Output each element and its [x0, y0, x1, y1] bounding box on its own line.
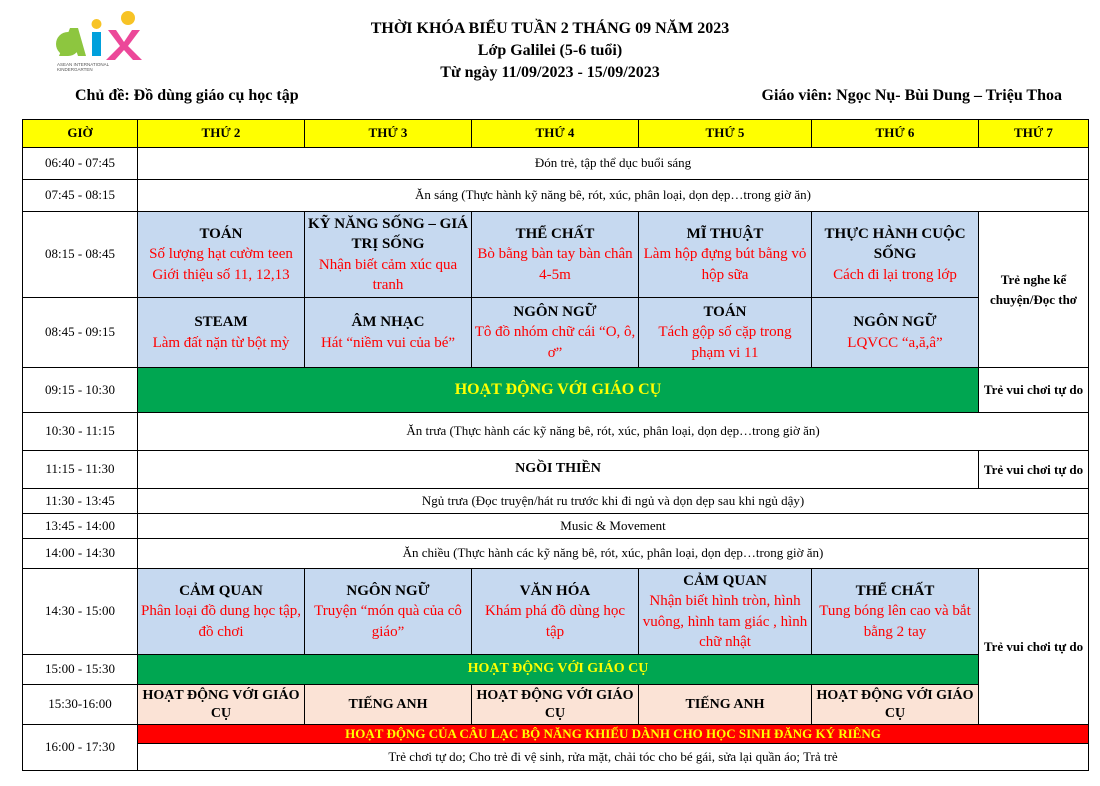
- activity-cell: TIẾNG ANH: [639, 685, 812, 725]
- col-header-wed: THỨ 4: [472, 120, 639, 148]
- activity-cell: HOẠT ĐỘNG VỚI GIÁO CỤ: [138, 685, 305, 725]
- teachers: Giáo viên: Ngọc Nụ- Bùi Dung – Triệu Thoa: [761, 87, 1062, 104]
- activity-title: CẢM QUAN: [683, 573, 767, 589]
- logo-subtitle: ASEAN INTERNATIONAL: [57, 62, 110, 67]
- table-row: [23, 298, 1089, 368]
- table-row: [23, 451, 1089, 489]
- date-line: Từ ngày 11/09/2023 - 15/09/2023: [440, 64, 660, 81]
- svg-text:KINDERGARTEN: KINDERGARTEN: [57, 67, 93, 72]
- col-header-sat: THỨ 7: [979, 120, 1089, 148]
- activity-content: Nhận biết hình tròn, hình vuông, hình tam giác , hình chữ nhật: [642, 593, 808, 650]
- header-row: [23, 120, 1089, 148]
- time-cell: 08:15 - 08:45: [23, 212, 138, 298]
- club-activity-cell: HOẠT ĐỘNG CỦA CÂU LẠC BỘ NĂNG KHIẾU DÀNH CHO HỌC SINH ĐĂNG KÝ RIÊNG: [138, 725, 1089, 744]
- activity-cell: HOẠT ĐỘNG VỚI GIÁO CỤ: [472, 685, 639, 725]
- timetable: [22, 119, 1089, 771]
- activity-cell: Đón trẻ, tập thể dục buổi sáng: [138, 148, 1089, 180]
- activity-cell: [138, 298, 305, 368]
- activity-title: KỸ NĂNG SỐNG – GIÁ TRỊ SỐNG: [307, 216, 468, 253]
- activity-title: THỂ CHẤT: [515, 226, 595, 243]
- activity-content: Bò bằng bàn tay bàn chân 4-5m: [477, 246, 633, 283]
- time-cell: 09:15 - 10:30: [23, 368, 138, 413]
- activity-content: Tô đồ nhóm chữ cái “O, ô, ơ”: [474, 324, 636, 361]
- time-cell: 15:00 - 15:30: [23, 655, 138, 685]
- activity-cell: [305, 298, 472, 368]
- activity-title: THỂ CHẤT: [855, 583, 935, 600]
- table-row: [23, 413, 1089, 451]
- time-cell: 14:00 - 14:30: [23, 539, 138, 569]
- activity-cell: [305, 212, 472, 298]
- activity-title: THỰC HÀNH CUỘC SỐNG: [824, 226, 966, 263]
- class-line: Lớp Galilei (5-6 tuổi): [477, 42, 623, 59]
- activity-cell: [305, 569, 472, 655]
- activity-content: Làm hộp đựng bút bằng vỏ hộp sữa: [643, 246, 807, 283]
- time-cell: 11:30 - 13:45: [23, 489, 138, 514]
- activity-cell: Ngủ trưa (Đọc truyện/hát ru trước khi đi ngủ và dọn dẹp sau khi ngủ dậy): [138, 489, 1089, 514]
- table-row: [23, 655, 1089, 685]
- time-cell: 13:45 - 14:00: [23, 514, 138, 539]
- col-header-tue: THỨ 3: [305, 120, 472, 148]
- table-row: [23, 180, 1089, 212]
- topic: Chủ đề: Đồ dùng giáo cụ học tập: [75, 87, 299, 104]
- activity-title: VĂN HÓA: [519, 583, 591, 600]
- activity-cell: [639, 212, 812, 298]
- activity-cell: [812, 569, 979, 655]
- saturday-cell: Trẻ vui chơi tự do: [979, 569, 1089, 725]
- table-row: [23, 514, 1089, 539]
- activity-cell: [639, 569, 812, 655]
- time-cell: 10:30 - 11:15: [23, 413, 138, 451]
- activity-content: Nhận biết cảm xúc qua tranh: [318, 256, 458, 293]
- activity-content: Số lượng hạt cườm teen Giới thiệu số 11, 12,13: [149, 246, 293, 283]
- col-header-mon: THỨ 2: [138, 120, 305, 148]
- col-header-time: GIỜ: [23, 120, 138, 148]
- activity-content: Tách gộp số cặp trong phạm vi 11: [658, 324, 792, 361]
- time-cell: 11:15 - 11:30: [23, 451, 138, 489]
- saturday-cell: Trẻ vui chơi tự do: [979, 451, 1089, 489]
- activity-cell: [472, 569, 639, 655]
- activity-content: Hát “niềm vui của bé”: [320, 334, 456, 351]
- activity-title: CẢM QUAN: [179, 583, 263, 600]
- activity-content: Truyện “món quà của cô giáo”: [314, 603, 462, 640]
- activity-content: Làm đất nặn từ bột mỳ: [152, 334, 290, 351]
- activity-content: Khám phá đồ dùng học tập: [485, 603, 625, 640]
- table-row: [23, 539, 1089, 569]
- activity-title: TOÁN: [199, 226, 243, 243]
- activity-cell: [138, 569, 305, 655]
- time-cell: 14:30 - 15:00: [23, 569, 138, 655]
- time-cell: 16:00 - 17:30: [23, 725, 138, 771]
- activity-title: NGÔN NGỮ: [513, 304, 597, 321]
- activity-title: NGÔN NGỮ: [346, 583, 430, 600]
- schedule-title: THỜI KHÓA BIỂU TUẦN 2 THÁNG 09 NĂM 2023: [370, 20, 730, 37]
- activity-cell: [138, 212, 305, 298]
- table-row: [23, 368, 1089, 413]
- saturday-cell: Trẻ nghe kể chuyện/Đọc thơ: [979, 212, 1089, 368]
- activity-cell: Trẻ chơi tự do; Cho trẻ đi vệ sinh, rửa mặt, chải tóc cho bé gái, sửa lại quần áo; Trả trẻ: [138, 744, 1089, 771]
- time-cell: 07:45 - 08:15: [23, 180, 138, 212]
- activity-cell: Music & Movement: [138, 514, 1089, 539]
- activity-content: Phân loại đồ dung học tập, đồ chơi: [141, 603, 301, 640]
- activity-cell: [639, 298, 812, 368]
- table-row: [23, 212, 1089, 298]
- activity-cell: HOẠT ĐỘNG VỚI GIÁO CỤ: [138, 655, 979, 685]
- table-row: [23, 489, 1089, 514]
- activity-cell: Ăn chiều (Thực hành các kỹ năng bê, rót, xúc, phân loại, dọn dẹp…trong giờ ăn): [138, 539, 1089, 569]
- activity-cell: Ăn trưa (Thực hành các kỹ năng bê, rót, xúc, phân loại, dọn dẹp…trong giờ ăn): [138, 413, 1089, 451]
- activity-content: LQVCC “a,ă,â”: [847, 334, 943, 351]
- activity-content: Tung bóng lên cao và bắt bằng 2 tay: [819, 603, 971, 640]
- activity-cell: HOẠT ĐỘNG VỚI GIÁO CỤ: [138, 368, 979, 413]
- activity-cell: [812, 212, 979, 298]
- activity-cell: Ăn sáng (Thực hành kỹ năng bê, rót, xúc, phân loại, dọn dẹp…trong giờ ăn): [138, 180, 1089, 212]
- activity-cell: TIẾNG ANH: [305, 685, 472, 725]
- table-row: [23, 148, 1089, 180]
- activity-cell: HOẠT ĐỘNG VỚI GIÁO CỤ: [812, 685, 979, 725]
- activity-title: MĨ THUẬT: [686, 226, 764, 243]
- time-cell: 08:45 - 09:15: [23, 298, 138, 368]
- saturday-cell: Trẻ vui chơi tự do: [979, 368, 1089, 413]
- col-header-fri: THỨ 6: [812, 120, 979, 148]
- activity-title: TOÁN: [703, 304, 747, 321]
- table-row: [23, 685, 1089, 725]
- activity-cell: [472, 212, 639, 298]
- activity-title: NGÔN NGỮ: [853, 314, 937, 331]
- time-cell: 15:30-16:00: [23, 685, 138, 725]
- col-header-thu: THỨ 5: [639, 120, 812, 148]
- table-row: [23, 744, 1089, 771]
- time-cell: 06:40 - 07:45: [23, 148, 138, 180]
- table-row: [23, 569, 1089, 655]
- table-row: [23, 725, 1089, 744]
- activity-cell: [472, 298, 639, 368]
- activity-cell: [812, 298, 979, 368]
- activity-title: STEAM: [194, 314, 248, 331]
- activity-title: ÂM NHẠC: [351, 314, 425, 331]
- activity-cell: NGỒI THIỀN: [138, 451, 979, 489]
- activity-content: Cách đi lại trong lớp: [833, 266, 957, 283]
